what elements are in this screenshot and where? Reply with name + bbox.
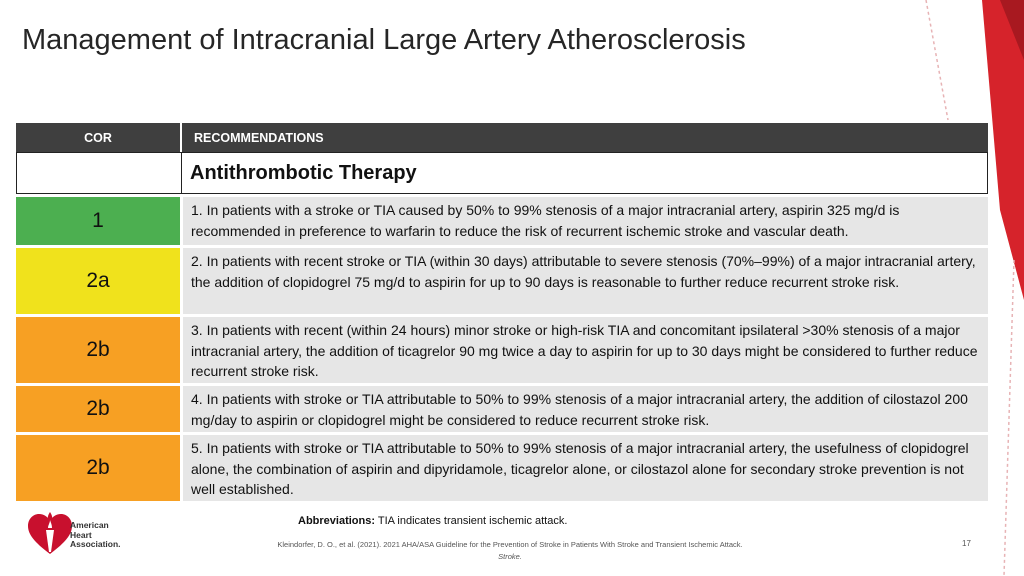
- cor-cell: [16, 317, 180, 383]
- table-row: [16, 248, 988, 314]
- logo-line: Association.: [70, 539, 121, 549]
- table-row: [16, 435, 988, 501]
- recommendation-text: 2. In patients with recent stroke or TIA (within 30 days) attributable to severe stenosis (70%–99%) of a major intracranial artery, the addition of clopidogrel 75 mg/d to aspirin for up to 90 days is reasonable to further reduce recurrent stroke risk.: [183, 248, 988, 314]
- section-cor-cell: [17, 153, 182, 193]
- cor-label: 2b: [86, 456, 110, 479]
- abbreviations-text: TIA indicates transient ischemic attack.: [377, 515, 568, 527]
- recommendation-text: 5. In patients with stroke or TIA attributable to 50% to 99% stenosis of a major intracranial artery, the usefulness of clopidogrel alone, the combination of aspirin and dipyridamole, ticagrelor alone, or cilostazol alone for secondary stroke prevention is not well established.: [183, 435, 988, 501]
- cor-label: 2a: [86, 269, 110, 292]
- logo-wordmark: [70, 521, 121, 550]
- section-title: Antithrombotic Therapy: [190, 161, 417, 184]
- header-recommendations: RECOMMENDATIONS: [194, 130, 324, 145]
- table-row: [16, 197, 988, 245]
- recommendation-text: 3. In patients with recent (within 24 hours) minor stroke or high-risk TIA and concomitant ipsilateral >30% stenosis of a major intracranial artery, the addition of ticagrelor 90 mg twice a day to aspirin for up to 30 days might be considered to further reduce recurrent stroke risk.: [183, 317, 988, 383]
- cor-cell: [16, 386, 180, 432]
- header-cor: COR: [16, 123, 182, 152]
- citation-line: Kleindorfer, D. O., et al. (2021). 2021 AHA/ASA Guideline for the Prevention of Stroke in Patients With Stroke and Transient Ischemic Attack.: [277, 540, 743, 549]
- cor-cell: [16, 197, 180, 245]
- table-row: [16, 317, 988, 383]
- cor-label: 2b: [86, 397, 110, 420]
- section-row: [16, 152, 988, 194]
- page-number: 17: [962, 539, 971, 548]
- cor-cell: [16, 435, 180, 501]
- recommendation-text: 4. In patients with stroke or TIA attributable to 50% to 99% stenosis of a major intracranial artery, the addition of cilostazol 200 mg/day to aspirin or clopidogrel might be considered to reduce recurrent stroke risk.: [183, 386, 988, 432]
- cor-cell: [16, 248, 180, 314]
- abbreviations-label: Abbreviations:: [298, 515, 376, 527]
- cor-label: 2b: [86, 338, 110, 361]
- page-title: Management of Intracranial Large Artery Atherosclerosis: [22, 24, 746, 56]
- recommendation-text: 1. In patients with a stroke or TIA caused by 50% to 99% stenosis of a major intracranial artery, aspirin 325 mg/d is recommended in preference to warfarin to reduce the risk of recurrent ischemic stroke and vascular death.: [183, 197, 988, 245]
- recommendations-table: [16, 123, 988, 501]
- table-row: [16, 386, 988, 432]
- table-header: [16, 123, 988, 152]
- logo-line: Heart: [70, 529, 92, 540]
- abbreviations-note: [298, 515, 567, 527]
- logo-line: American: [70, 520, 109, 530]
- citation-journal: Stroke.: [498, 552, 522, 561]
- cor-label: 1: [92, 209, 104, 232]
- citation: [230, 539, 790, 563]
